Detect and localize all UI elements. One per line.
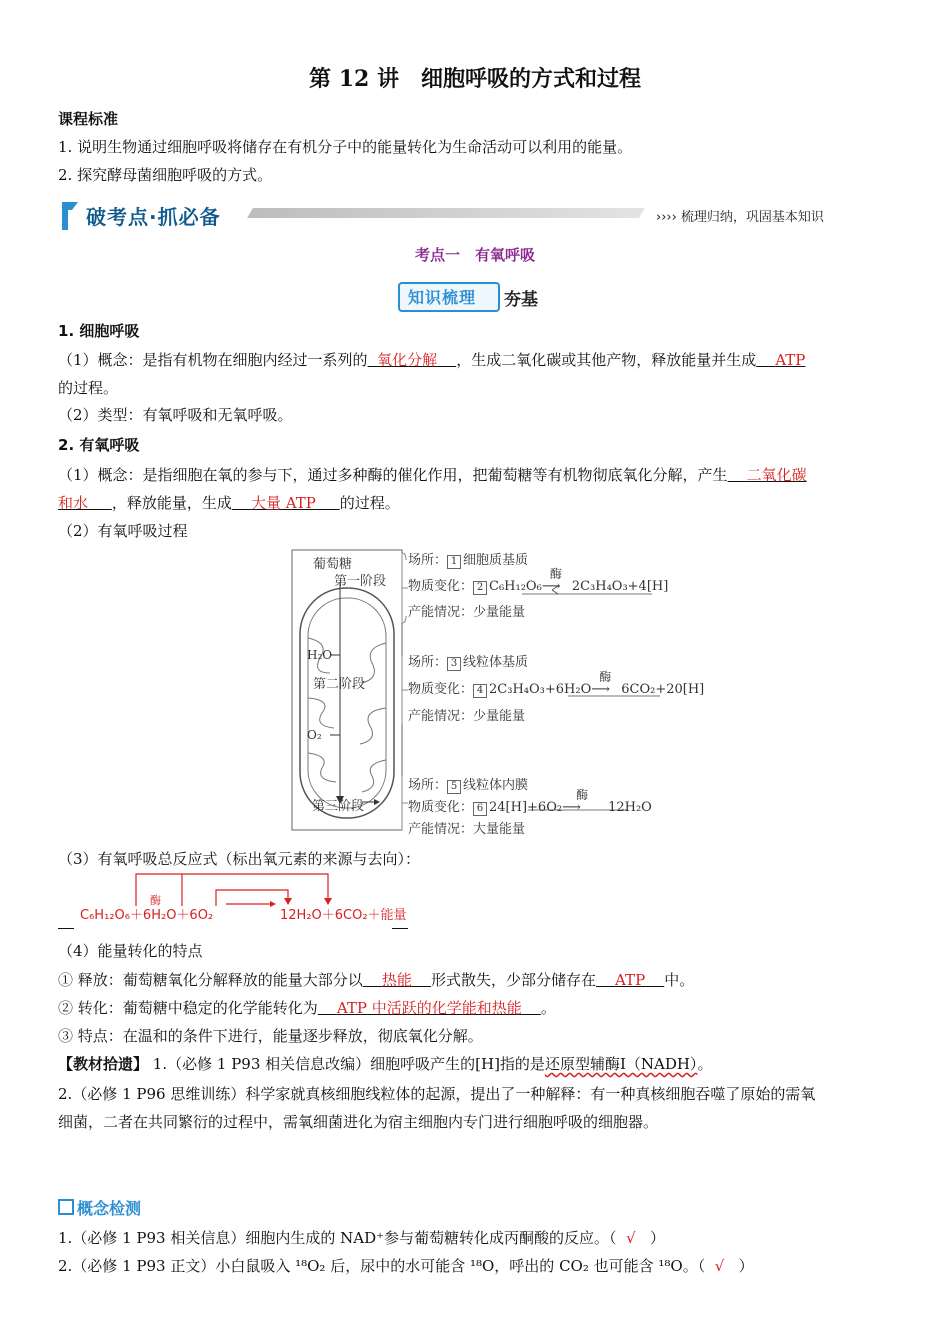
section-title: 考点一 有氧呼吸 <box>414 246 535 264</box>
answer-blank <box>728 466 807 484</box>
answer-blank <box>596 971 664 989</box>
product: 6CO₂+20[H] <box>621 682 705 697</box>
text: 中。 <box>664 971 695 989</box>
s1-p1-end: 的过程。 <box>58 379 119 397</box>
s2-text: . 有氧呼吸 <box>68 436 140 454</box>
s2-p2: （2）有氧呼吸过程 <box>58 522 188 540</box>
concept-q1 <box>58 1227 665 1248</box>
enzyme-label: 酶 <box>549 567 562 581</box>
b2-site <box>408 651 528 671</box>
banner-title: 破考点·抓必备 <box>86 205 221 229</box>
site-value: 线粒体内膜 <box>463 778 529 793</box>
text: ，生成二氧化碳或其他产物，释放能量并生成 <box>456 351 757 369</box>
text: 1.（必修 1 P93 相关信息）细胞内生成的 NAD⁺参与葡萄糖转化成丙酮酸的反应。（ <box>58 1229 617 1247</box>
glucose-label: 葡萄糖 <box>313 557 353 572</box>
text: （1）概念：是指细胞在氧的参与下，通过多种酶的催化作用，把葡萄糖等有机物彻底氧化分解，产生 <box>58 466 728 484</box>
energy-value: 少量能量 <box>473 709 526 724</box>
enzyme-label: 酶 <box>150 894 161 907</box>
s4-r3: ③ 特点：在温和的条件下进行，能量逐步释放，彻底氧化分解。 <box>58 1027 483 1045</box>
text: 的过程。 <box>339 494 400 512</box>
b3-site <box>408 774 528 794</box>
answer: 大量 ATP <box>250 494 316 512</box>
s1-p1 <box>58 349 805 370</box>
answer: ATP <box>775 351 806 369</box>
b1-energy <box>408 601 525 620</box>
energy-label: 产能情况： <box>408 709 474 724</box>
s2-p1 <box>58 464 807 485</box>
text: 2.（必修 1 P93 正文）小白鼠吸入 ¹⁸O₂ 后，尿中的水可能含 ¹⁸O，呼出的 CO₂ 也可能含 ¹⁸O。（ <box>58 1257 706 1275</box>
num-box: 3 <box>447 657 461 671</box>
answer: √ <box>626 1229 636 1247</box>
text: ） <box>738 1257 754 1275</box>
b3-change <box>408 788 652 816</box>
oxygen-tracing-arrows <box>80 870 400 908</box>
textbook-item-2-line2: 细菌，二者在共同繁衍的过程中，需氧细菌进化为宿主细胞内专门进行细胞呼吸的细胞器。 <box>58 1113 659 1131</box>
textbook-item-2-line1: 2.（必修 1 P96 思维训练）科学家就真核细胞线粒体的起源，提出了一种解释：有一种真核细胞吞噬了原始的需氧 <box>58 1085 816 1103</box>
s3-label: （3）有氧呼吸总反应式（标出氧元素的来源与去向）： <box>58 850 421 868</box>
stage3-label: 第三阶段 <box>312 799 365 814</box>
enzyme-label: 酶 <box>599 670 612 684</box>
reactant: C₆H₁₂O₆ <box>489 579 542 594</box>
s1-p2: （2）类型：有氧呼吸和无氧呼吸。 <box>58 406 293 424</box>
concept-q2 <box>58 1255 754 1276</box>
text: 1.（必修 1 P93 相关信息改编）细胞呼吸产生的[H]指的是 <box>152 1055 545 1073</box>
answer-blank <box>232 494 340 512</box>
emphasis: 还原型辅酶Ⅰ（NADH） <box>544 1055 698 1073</box>
arrow: 酶 ⟶ <box>541 567 562 594</box>
standard-item: 2. 探究酵母菌细胞呼吸的方式。 <box>58 166 273 184</box>
standard-item: 1. 说明生物通过细胞呼吸将储存在有机分子中的能量转化为生命活动可以利用的能量。 <box>58 138 633 156</box>
site-value: 线粒体基质 <box>463 655 529 670</box>
answer-blank <box>368 351 457 369</box>
s1-num: 1 <box>58 322 69 340</box>
text: 。 <box>540 999 556 1017</box>
answer: ATP <box>615 971 646 989</box>
answer-blank <box>363 971 431 989</box>
num-box: 1 <box>447 555 461 569</box>
textbook-item-1 <box>58 1053 712 1074</box>
reactant: 2C₃H₄O₃+6H₂O <box>489 682 592 697</box>
concept-heading-text: 概念检测 <box>77 1199 142 1218</box>
text: ） <box>649 1229 665 1247</box>
text: ① 释放：葡萄糖氧化分解释放的能量大部分以 <box>58 971 363 989</box>
change-label: 物质变化： <box>408 800 474 815</box>
s2-p1-line2 <box>58 492 400 513</box>
o2-label: O₂ <box>307 728 322 742</box>
s1-heading <box>58 320 139 341</box>
energy-label: 产能情况： <box>408 822 474 837</box>
stage1-label: 第一阶段 <box>334 574 387 589</box>
change-label: 物质变化： <box>408 579 474 594</box>
energy-label: 产能情况： <box>408 605 474 620</box>
banner-bar <box>247 208 645 218</box>
s4-r1 <box>58 969 694 990</box>
num-box: 2 <box>473 581 487 595</box>
equation-left: C₆H₁₂O₆＋6H₂O＋6O₂ <box>80 908 214 923</box>
energy-value: 大量能量 <box>473 822 526 837</box>
b1-change <box>408 567 669 595</box>
s1-text: . 细胞呼吸 <box>68 322 140 340</box>
site-label: 场所： <box>408 778 448 793</box>
text: ，释放能量，生成 <box>111 494 232 512</box>
answer: 和水 <box>58 494 89 512</box>
answer: 二氧化碳 <box>746 466 807 484</box>
answer: √ <box>714 1257 725 1275</box>
page-title: 第 12 讲 细胞呼吸的方式和过程 <box>309 66 641 92</box>
answer-blank <box>318 999 541 1017</box>
energy-value: 少量能量 <box>473 605 526 620</box>
stage2-label: 第二阶段 <box>313 677 366 692</box>
equation-right: 12H₂O＋6CO₂＋能量 <box>280 908 407 923</box>
concept-heading <box>58 1196 141 1219</box>
banner-subtitle: ›››› 梳理归纳，巩固基本知识 <box>656 210 824 225</box>
b3-energy <box>408 818 525 837</box>
answer-blank <box>58 494 112 512</box>
standards-heading: 课程标准 <box>58 110 119 128</box>
num-box: 4 <box>473 684 487 698</box>
text: 形式散失，少部分储存在 <box>430 971 596 989</box>
answer: 氧化分解 <box>377 351 438 369</box>
eq-underline-left <box>58 928 74 929</box>
num-box: 6 <box>473 802 487 816</box>
answer: ATP 中活跃的化学能和热能 <box>336 999 522 1017</box>
knowledge-tail: 夯基 <box>504 290 538 310</box>
enzyme-label: 酶 <box>576 788 589 802</box>
change-label: 物质变化： <box>408 682 474 697</box>
arrow: 酶 ⟶ <box>562 788 589 815</box>
s4-r2 <box>58 997 556 1018</box>
b1-site <box>408 549 528 569</box>
banner-hook-icon <box>58 198 88 234</box>
s2-heading <box>58 434 139 455</box>
h2o-label: H₂O <box>307 648 333 662</box>
b2-energy <box>408 705 525 724</box>
text: 。 <box>697 1055 713 1073</box>
product: 2C₃H₄O₃+4[H] <box>571 579 669 594</box>
answer: 热能 <box>381 971 412 989</box>
product: 12H₂O <box>608 800 652 815</box>
num-box: 5 <box>447 780 461 794</box>
site-value: 细胞质基质 <box>463 553 529 568</box>
checkbox-icon <box>58 1199 74 1215</box>
s4-label: （4）能量转化的特点 <box>58 942 203 960</box>
eq-underline-right <box>392 928 408 929</box>
text: ② 转化：葡萄糖中稳定的化学能转化为 <box>58 999 318 1017</box>
answer-blank <box>756 351 805 369</box>
text: （1）概念：是指有机物在细胞内经过一系列的 <box>58 351 368 369</box>
s2-num: 2 <box>58 436 69 454</box>
textbook-tag: 【教材拾遗】 <box>58 1055 149 1073</box>
reactant: 24[H]+6O₂ <box>489 800 563 815</box>
site-label: 场所： <box>408 655 448 670</box>
site-label: 场所： <box>408 553 448 568</box>
b2-change <box>408 670 705 698</box>
arrow: 酶 ⟶ <box>591 670 612 697</box>
knowledge-label: 知识梳理 <box>408 288 477 307</box>
